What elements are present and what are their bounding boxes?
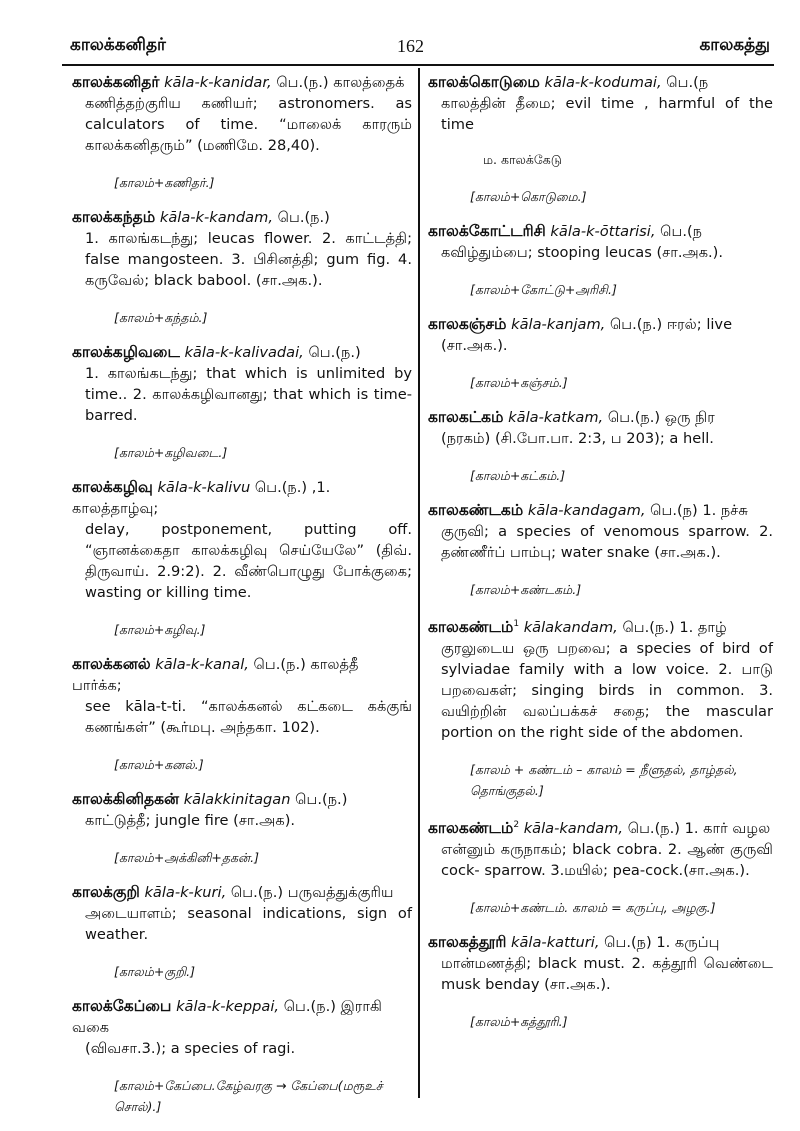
running-head-left: காலக்கனிதர் bbox=[70, 35, 166, 55]
grammar-note: பெ.(ந.) பருவத்துக்குரிய bbox=[230, 884, 394, 901]
transliteration: kāla-k-kodumai, bbox=[544, 74, 662, 91]
grammar-note: பெ.(ந.) 1. கார் வழல bbox=[627, 819, 771, 837]
header-rule bbox=[62, 64, 774, 66]
transliteration: kāla-k-kandam, bbox=[159, 209, 273, 226]
column-divider bbox=[418, 68, 420, 1098]
grammar-note: பெ.(ந.) காலத்தீ பார்க்க; bbox=[72, 656, 359, 694]
definition: 1. காலங்கடந்து; leucas flower. 2. காட்டத்தி; false mangosteen. 3. பிசினத்தி; gum fig. 4. கருவேல்; black babool. (சா.அக.). bbox=[85, 230, 412, 289]
etymology: [காலம்+கேப்பை.கேழ்வரகு → கேப்பை(மரூஉச் சொல்).] bbox=[114, 1078, 383, 1114]
definition: குருவி; a species of venomous sparrow. 2. தண்ணீர்ப் பாம்பு; water snake (சா.அக.). bbox=[441, 523, 773, 561]
dictionary-entry bbox=[428, 221, 773, 300]
grammar-note: பெ.(ந.) bbox=[295, 791, 348, 808]
etymology: [காலம்+கோட்டு+அரிசி.] bbox=[470, 282, 617, 297]
dictionary-entry bbox=[428, 314, 773, 393]
dictionary-entry bbox=[428, 72, 773, 207]
headword: காலக்கேப்பை bbox=[72, 997, 172, 1015]
grammar-note: பெ.(ந.) bbox=[308, 344, 361, 361]
homograph-number: 1 bbox=[513, 619, 520, 629]
grammar-note: பெ.(ந.) ,1. காலத்தாழ்வு; bbox=[72, 479, 331, 517]
grammar-note: பெ.(ந.) ஒரு நிர bbox=[607, 409, 715, 426]
running-head-right: காலகத்து bbox=[699, 35, 770, 55]
definition: குரலுடைய ஒரு பறவை; a species of bird of sylviadae family with a low voice. 2. பாடு பறவைகள்; singing birds in common. 3. வயிற்றின் வலப்பக்கச் சதை; the mascular portion on the right side of the abdomen. bbox=[441, 639, 773, 741]
dictionary-entry bbox=[428, 932, 773, 1032]
definition: அடையாளம்; seasonal indications, sign of weather. bbox=[85, 905, 412, 943]
etymology: [காலம்+அக்கினி+தகன்.] bbox=[114, 850, 259, 865]
etymology: [காலம் + கண்டம் – காலம் = நீளுதல், தாழ்தல், தொங்குதல்.] bbox=[470, 761, 738, 798]
definition: delay, postponement, putting off. “ஞானக்கைதா காலக்கழிவு செய்யேலே” (திவ். திருவாய். 2.9:2). 2. வீண்பொழுது போக்குகை; wasting or killing time. bbox=[85, 521, 412, 601]
page-header bbox=[70, 30, 770, 62]
transliteration: kālakandam, bbox=[523, 618, 618, 636]
transliteration: kāla-kanjam, bbox=[511, 316, 606, 333]
headword: காலகண்டம் bbox=[428, 818, 514, 837]
left-column bbox=[72, 72, 412, 1131]
headword: காலகத்தூரி bbox=[428, 932, 507, 951]
transliteration: kāla-katkam, bbox=[508, 409, 604, 426]
definition: (சா.அக.). bbox=[441, 337, 508, 354]
dictionary-entry bbox=[428, 500, 773, 600]
transliteration: kāla-katturi, bbox=[511, 933, 600, 951]
headword: காலக்கந்தம் bbox=[72, 208, 156, 226]
etymology: [காலம்+கணிதர்.] bbox=[114, 175, 215, 190]
dictionary-entry bbox=[72, 789, 412, 868]
etymology: [காலம்+கொடுமை.] bbox=[470, 189, 587, 204]
etymology: [காலம்+கந்தம்.] bbox=[114, 310, 208, 325]
dictionary-entry bbox=[72, 477, 412, 640]
etymology: [காலம்+கண்டம். காலம் = கருப்பு, அழகு.] bbox=[470, 899, 716, 915]
headword: காலகட்கம் bbox=[428, 408, 504, 426]
transliteration: kāla-k-kanidar, bbox=[164, 74, 272, 91]
definition: see kāla-t-ti. “காலக்கனல் கட்கடை கக்குங் கணங்கள்” (கூர்மபு. அந்தகா. 102). bbox=[85, 698, 412, 736]
headword: காலக்கனல் bbox=[72, 655, 151, 673]
homograph-number: 2 bbox=[513, 819, 520, 830]
definition: மான்மணத்தி; black must. 2. கத்தூரி வெண்டை musk benday (சா.அக.). bbox=[441, 954, 773, 993]
definition: காட்டுத்தீ; jungle fire (சா.அக). bbox=[85, 812, 296, 829]
etymology: [காலம்+கட்கம்.] bbox=[470, 468, 566, 483]
headword: காலக்கழிவு bbox=[72, 478, 153, 496]
etymology: [காலம்+கஞ்சம்.] bbox=[470, 375, 568, 390]
dictionary-entry bbox=[72, 996, 412, 1117]
grammar-note: பெ.(ந.) bbox=[277, 209, 330, 226]
definition: காலத்தின் தீமை; evil time , harmful of the time bbox=[441, 95, 773, 133]
page-number: 162 bbox=[397, 35, 425, 56]
dictionary-entry bbox=[428, 614, 773, 801]
transliteration: kāla-kandagam, bbox=[527, 502, 646, 519]
etymology: [காலம்+கழிவடை.] bbox=[114, 445, 228, 460]
dictionary-entry bbox=[72, 72, 412, 193]
grammar-note: பெ.(ந.) காலத்தைக் bbox=[276, 74, 405, 91]
grammar-note: பெ.(ந.) ஈரல்; live bbox=[609, 316, 733, 333]
transliteration: kāla-k-ōttarisi, bbox=[550, 223, 656, 240]
transliteration: kāla-k-kalivadai, bbox=[184, 344, 304, 361]
definition: கவிழ்தும்பை; stooping leucas (சா.அக.). bbox=[441, 244, 724, 261]
transliteration: kāla-k-kanal, bbox=[155, 656, 249, 673]
etymology: [காலம்+கழிவு.] bbox=[114, 622, 206, 637]
dictionary-entry bbox=[72, 882, 412, 982]
cognate-note: ம. காலக்கேடு bbox=[483, 152, 562, 167]
headword: காலக்கனிதர் bbox=[72, 73, 160, 91]
dictionary-entry bbox=[428, 407, 773, 486]
dictionary-entry bbox=[72, 207, 412, 328]
headword: காலகண்டம் bbox=[428, 617, 514, 636]
transliteration: kālakkinitagan bbox=[183, 791, 291, 808]
grammar-note: பெ.(ந) 1. கருப்பு bbox=[604, 933, 720, 951]
right-column bbox=[428, 72, 773, 1046]
headword: காலகண்டகம் bbox=[428, 501, 524, 519]
etymology: [காலம்+கனல்.] bbox=[114, 757, 204, 772]
dictionary-entry bbox=[72, 342, 412, 463]
etymology: [காலம்+கத்தூரி.] bbox=[470, 1013, 568, 1029]
definition: (நரகம்) (சி.போ.பா. 2:3, ப 203); a hell. bbox=[441, 430, 714, 447]
headword: காலக்கினிதகன் bbox=[72, 790, 180, 808]
grammar-note: பெ.(ந.) 1. தாழ் bbox=[622, 618, 727, 636]
etymology: [காலம்+குறி.] bbox=[114, 964, 195, 979]
transliteration: kāla-k-kuri, bbox=[144, 884, 227, 901]
transliteration: kāla-kandam, bbox=[523, 819, 624, 837]
headword: காலகஞ்சம் bbox=[428, 315, 507, 333]
grammar-note: பெ.(ந bbox=[660, 223, 703, 240]
definition: கணித்தற்குரிய கணியர்; astronomers. as calculators of time. “மாலைக் காரரும் காலக்கனிதரும்” (மணிமே. 28,40). bbox=[85, 95, 412, 154]
transliteration: kāla-k-kalivu bbox=[157, 479, 251, 496]
grammar-note: பெ.(ந bbox=[666, 74, 709, 91]
definition: 1. காலங்கடந்து; that which is unlimited by time.. 2. காலக்கழிவானது; that which is time-barred. bbox=[85, 365, 412, 424]
headword: காலக்கோட்டரிசி bbox=[428, 222, 546, 240]
definition: (விவசா.3.); a species of ragi. bbox=[85, 1040, 296, 1057]
headword: காலக்கழிவடை bbox=[72, 343, 180, 361]
grammar-note: பெ.(ந.) இராகி வகை bbox=[72, 998, 382, 1036]
transliteration: kāla-k-keppai, bbox=[176, 998, 280, 1015]
dictionary-entry bbox=[72, 654, 412, 775]
grammar-note: பெ.(ந) 1. நச்சு bbox=[650, 502, 748, 519]
headword: காலக்குறி bbox=[72, 883, 140, 901]
etymology: [காலம்+கண்டகம்.] bbox=[470, 582, 582, 597]
headword: காலக்கொடுமை bbox=[428, 73, 540, 91]
dictionary-entry bbox=[428, 815, 773, 918]
definition: என்னும் கருநாகம்; black cobra. 2. ஆண் குருவி cock- sparrow. 3.மயில்; pea-cock.(சா.அக.). bbox=[441, 840, 773, 879]
